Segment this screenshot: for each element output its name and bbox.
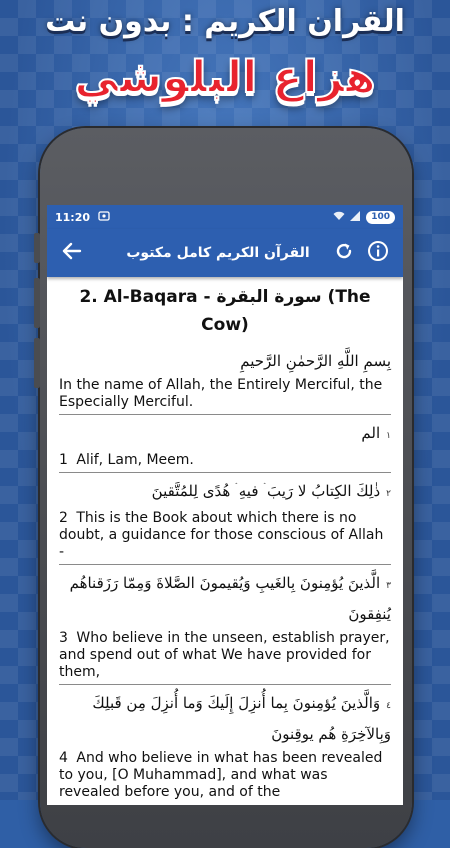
divider	[59, 414, 391, 415]
verse-item	[59, 569, 391, 681]
phone-side-button	[34, 278, 40, 328]
info-icon	[367, 240, 389, 266]
app-bar	[47, 229, 403, 277]
verse-number: 2	[59, 510, 68, 526]
wifi-icon	[333, 211, 345, 224]
verse-number-arabic: ٢	[386, 489, 391, 499]
bismillah-arabic: بِسمِ اللَّهِ الرَّحمٰنِ الرَّحيمِ	[240, 352, 391, 370]
verse-arabic-text: الَّذينَ يُؤمِنونَ بِالغَيبِ وَيُقيمونَ الصَّلاةَ وَمِمّا رَزَقناهُم يُنفِقونَ	[69, 574, 391, 623]
surah-title: 2. Al-Baqara - سورة البقرة (The Cow)	[79, 287, 371, 335]
verse-number-arabic: ١	[386, 431, 391, 441]
divider	[59, 684, 391, 685]
verse-translation: And who believe in what has been revealed to you, [O Muhammad], and what was revealed before you, and of the	[59, 750, 383, 800]
phone-side-button	[34, 338, 40, 388]
verse-arabic-text: وَالَّذينَ يُؤمِنونَ بِما أُنزِلَ إِلَيكَ وَما أُنزِلَ مِن قَبلِكَ وَبِالآخِرَةِ هُم يوقِنونَ	[92, 694, 391, 743]
verse-translation: This is the Book about which there is no doubt, a guidance for those conscious of Allah -	[59, 510, 384, 560]
verse-number: 4	[59, 750, 68, 766]
divider	[59, 472, 391, 473]
info-button[interactable]	[361, 236, 395, 270]
verse-translation: Who believe in the unseen, establish prayer, and spend out of what We have provided for them,	[59, 630, 390, 680]
verse-number-arabic: ٤	[386, 701, 391, 711]
app-title: القرآن الكريم كامل مكتوب	[126, 245, 310, 261]
verse-item	[59, 477, 391, 561]
refresh-icon	[334, 241, 354, 265]
surah-content	[47, 277, 403, 801]
verse-number: 3	[59, 630, 68, 646]
divider	[59, 564, 391, 565]
verse-number: 1	[59, 452, 68, 468]
battery-indicator: 100	[366, 211, 395, 224]
signal-icon	[350, 211, 361, 224]
status-bar	[47, 205, 403, 229]
refresh-button[interactable]	[327, 236, 361, 270]
verse-arabic-text: الم	[361, 424, 381, 442]
verse-arabic-text: ذٰلِكَ الكِتابُ لا رَيبَ ۛ فيهِ ۛ هُدًى لِلمُتَّقينَ	[151, 482, 381, 500]
screenshot-icon	[98, 211, 110, 224]
arrow-left-icon	[62, 242, 82, 264]
verse-item	[59, 419, 391, 469]
verse-item	[59, 689, 391, 801]
verse-number-arabic: ٣	[386, 581, 391, 591]
phone-side-button	[34, 233, 40, 263]
bismillah-translation: In the name of Allah, the Entirely Merciful, the Especially Merciful.	[59, 377, 383, 410]
back-button[interactable]	[55, 236, 89, 270]
promo-headline: القران الكريم : بدون نت	[45, 4, 405, 39]
phone-screen	[47, 205, 403, 805]
promo-reciter-name: هزاع البلوشي	[74, 52, 376, 103]
verse-translation: Alif, Lam, Meem.	[76, 452, 194, 468]
status-time: 11:20	[55, 210, 91, 224]
